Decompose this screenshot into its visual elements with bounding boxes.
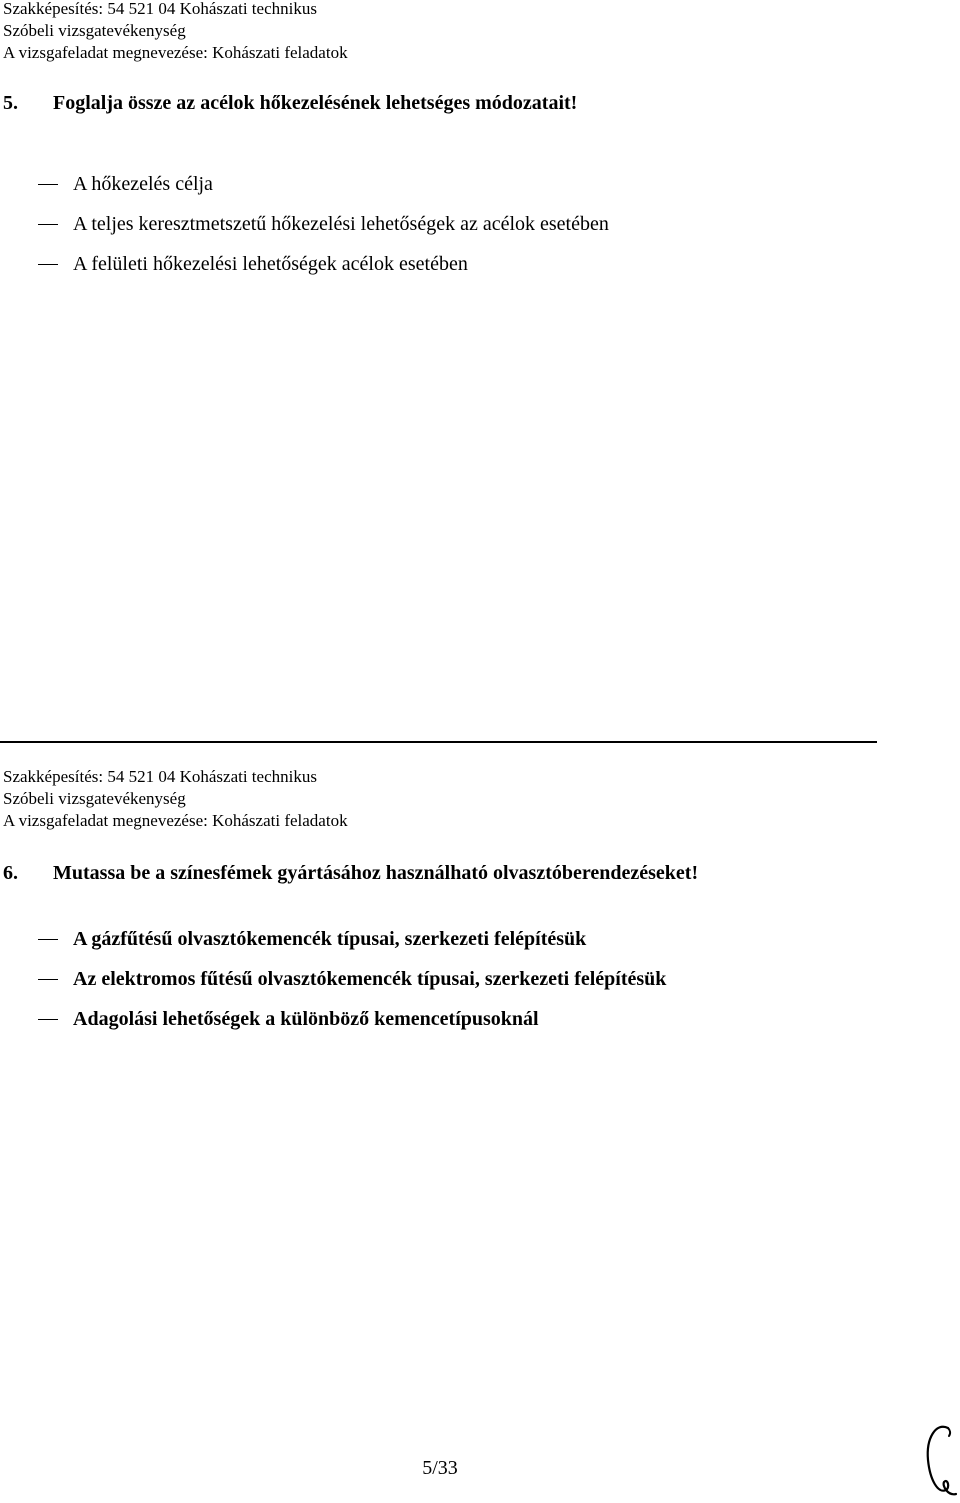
bullet-text: Adagolási lehetőségek a különböző kemencetípusoknál [73,1008,539,1030]
signature-mark [918,1420,960,1500]
header-task-name: A vizsgafeladat megnevezése: Kohászati feladatok [3,811,348,830]
header-exam-activity: Szóbeli vizsgatevékenység [3,21,186,40]
dash-icon [38,264,58,266]
header-task-name: A vizsgafeladat megnevezése: Kohászati feladatok [3,43,348,62]
dash-icon [38,1019,58,1021]
page-divider [0,741,877,743]
bullet-item [38,213,609,236]
bullet-text: Az elektromos fűtésű olvasztókemencék típusai, szerkezeti felépítésük [73,968,667,990]
question-number: 5. [3,92,18,114]
question-number: 6. [3,862,18,884]
dash-icon [38,939,58,941]
header-qualification: Szakképesítés: 54 521 04 Kohászati technikus [3,767,317,786]
header-exam-activity: Szóbeli vizsgatevékenység [3,789,186,808]
dash-icon [38,184,58,186]
bullet-text: A gázfűtésű olvasztókemencék típusai, szerkezeti felépítésük [73,928,587,950]
question-6 [3,862,698,885]
header-qualification: Szakképesítés: 54 521 04 Kohászati technikus [3,0,317,18]
bullet-text: A teljes keresztmetszetű hőkezelési lehetőségek az acélok esetében [73,213,609,235]
dash-icon [38,224,58,226]
bullet-text: A felületi hőkezelési lehetőségek acélok esetében [73,253,468,275]
bullet-item [38,173,213,196]
question-text: Foglalja össze az acélok hőkezelésének lehetséges módozatait! [53,92,578,114]
question-5 [3,92,577,115]
bullet-item [38,928,586,951]
question-text: Mutassa be a színesfémek gyártásához használható olvasztóberendezéseket! [53,862,699,884]
bullet-text: A hőkezelés célja [73,173,213,195]
bullet-item [38,968,666,991]
dash-icon [38,979,58,981]
bullet-item [38,253,468,276]
bullet-item [38,1008,539,1031]
page-number: 5/33 [422,1457,458,1479]
